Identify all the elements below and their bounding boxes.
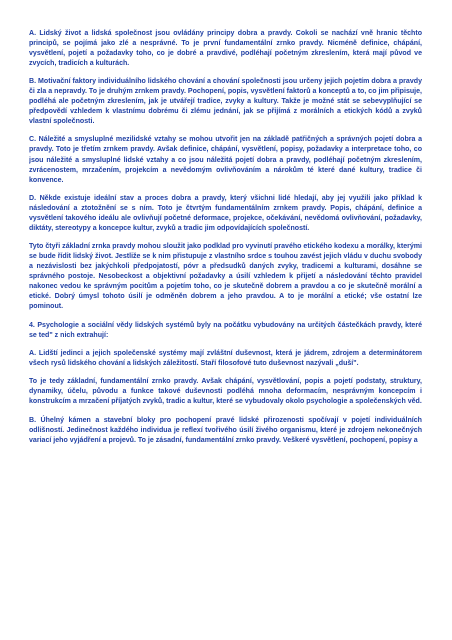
paragraph-b-motivation: B. Motivační faktory individuálního lidského chování a chování společnosti jsou určeny jejich pojetím dobra a pravdy či zla a nepravdy. To je druhým zrnkem pravdy. Pochopení, popis, vysvětlení faktorů a konceptů a to, co jim připisuje, podléhá ale početným zkreslením, jak je utvářejí tradice, zvyky a kultury. Takže je možné stát se sebevyplňující se předpovědí vzhledem k vlastnímu dobrému či zlému jednání, jak se přijímá z morálních a etických kódů a zvyků vlastní společnosti. — [29, 78, 422, 126]
paragraph-4b-individuality: B. Úhelný kámen a stavební bloky pro pochopení pravé lidské přirozenosti spočívají v pojetí individuálních odlišností. Jedinečnost každého individua je reflexí tvořivého úsilí živého organismu, které je zdrojem nekonečných variací jeho vyjádření a projevů. To je zásadní, fundamentální zrnko pravdy. Veškeré vysvětlení, pochopení, popisy a — [29, 416, 422, 444]
paragraph-section-4-intro: 4. Psychologie a sociální vědy lidských systémů byly na počátku vybudovány na určitých částečkách pravdy, které se ted" z nich extrahují: — [29, 322, 422, 340]
paragraph-4a-truth: To je tedy základní, fundamentální zrnko pravdy. Avšak chápání, vysvětlování, popis a pojetí podstaty, struktury, dynamiky, účelu, původu a funkce takové duševnosti podléhá mnoha deformacím, nesprávným koncepcím i konstrukcím a mrzačení příjatých zvyků, tradic a kultur, které se vybudovaly okolo psychologie a společenských věd. — [29, 378, 422, 406]
paragraph-c-relationships: C. Náležité a smysluplné mezilidské vztahy se mohou utvořit jen na základě patřičných a správných pojetí dobra a pravdy. Toto je třetím zrnkem pravdy. Avšak definice, chápání, vysvětlení, popisy, požadavky a interpretace toho, co jsou náležité a smysluplné lidské vztahy a co jsou náležitá pojetí dobra a pravdy, podléhají početným zkreslením, zvrácenostem, mrzačením, projekcím a nevědomým ovlivňováním a nárokům té které dané kultury, tradice či konvence. — [29, 136, 422, 184]
paragraph-d-ideal: D. Někde existuje ideální stav a proces dobra a pravdy, který všichni lidé hledají, aby jej využili jako příklad k následování a ztotožnění se s ním. Toto je čtvrtým fundamentálním zrnkem pravdy. Popis, chápání, definice a vysvětlení takového ideálu ale ovlivňují početné deformace, projekce, očekávání, nevědomá ovlivňování, požadavky, diktáty, stereotypy a koncepce kultur, zvyků a tradic jim odpovídajících společností. — [29, 194, 422, 232]
paragraph-a-principles: A. Lidský život a lidská společnost jsou ovládány principy dobra a pravdy. Cokoli se nachází vně hranic těchto principů, se pojímá jako zlé a nesprávné. To je první fundamentální zrnko pravdy. Nicméně definice, chápání, vysvětlení, pojetí a požadavky toho, co je dobré a pravdivé, podléhají početným zkreslením, která mají původ ve zvycích, tradicích a kulturách. — [29, 30, 422, 68]
paragraph-summary: Tyto čtyři základní zrnka pravdy mohou sloužit jako podklad pro vyvinutí pravého etického kodexu a morálky, kterými se bude řídit lidský život. Jestliže se k nim přistupuje z vlastního srdce s touhou zavést jejich vládu v duchu svobody a nezávislosti bez jakýchkoli předpojatostí, póvr a předsudků daných zvyky, tradicemi a kulturami, dosáhne se správného postoje. Nesobeckost a objektivní požadavky a úsilí vzhledem k přijetí a následování těchto pravidel nakonec vedou ke správným pocitům a pojetím toho, co je skutečně dobrem a pravdou a co je skutečně morální a etické. Dobrý úmysl tohoto úsilí je odměněn dobrem a jeho pravdou. A to je morální a etické; vše ostatní lze pominout. — [29, 242, 422, 311]
paragraph-4a-soul: A. Lidští jedinci a jejich společenské systémy mají zvláštní duševnost, která je jádrem, zdrojem a determinátorem všech rysů lidského chování a lidských záležitostí. Staří filosofové tuto duševnost nazývali „duší". — [29, 350, 422, 368]
document-page — [29, 29, 422, 629]
